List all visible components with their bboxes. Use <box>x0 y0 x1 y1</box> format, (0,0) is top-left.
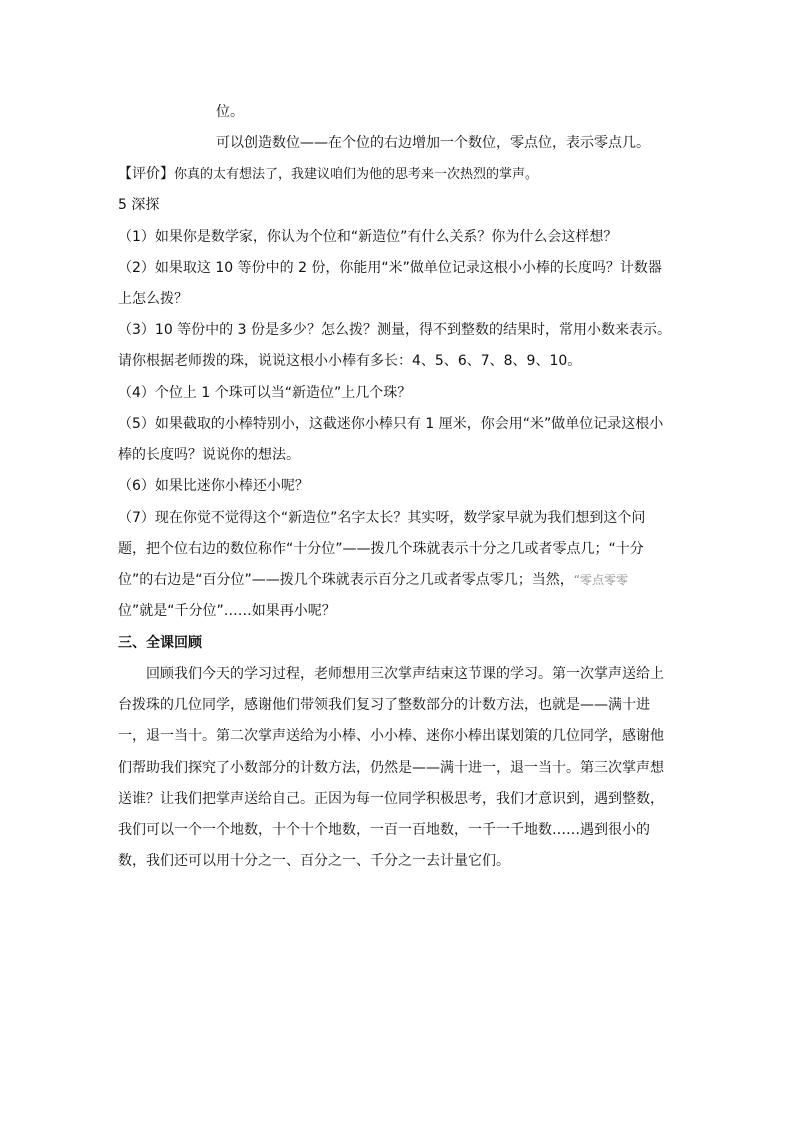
evaluation-tag: 【评价】 <box>118 166 174 182</box>
question-7-line-1: （7）现在你觉不觉得这个“新造位”名字太长？其实呀，数学家早就为我们想到这个问 <box>118 510 646 526</box>
question-5-line-2: 棒的长度吗？说说你的想法。 <box>118 447 300 463</box>
question-1: （1）如果你是数学家，你认为个位和“新造位”有什么关系？你为什么会这样想？ <box>118 229 618 245</box>
question-3-line-1: （3）10 等份中的 3 份是多少？怎么拨？测量，得不到整数的结果时，常用小数来表示。 <box>118 322 671 338</box>
review-paragraph-line-2: 台拨珠的几位同学，感谢他们带领我们复习了整数部分的计数方法，也就是——满十进 <box>118 697 650 713</box>
evaluation-text: 你真的太有想法了，我建议咱们为他的思考来一次热烈的掌声。 <box>174 167 539 182</box>
question-2-line-1: （2）如果取这 10 等份中的 2 份，你能用“米”做单位记录这根小小棒的长度吗？计数器 <box>118 260 662 276</box>
review-paragraph-line-4: 们帮助我们探究了小数部分的计数方法，仍然是——满十进一，退一当十。第三次掌声想 <box>118 760 664 776</box>
evaluation-line <box>118 164 538 184</box>
question-7-line-3 <box>118 570 628 590</box>
review-paragraph-line-7: 数，我们还可以用十分之一、百分之一、千分之一去计量它们。 <box>118 853 510 869</box>
text-line-2: 可以创造数位——在个位的右边增加一个数位，零点位，表示零点几。 <box>216 135 650 151</box>
section-heading-deep-explore: 5 深探 <box>118 197 160 213</box>
question-4: （4）个位上 1 个珠可以当“新造位”上几个珠？ <box>118 385 412 401</box>
review-paragraph-line-5: 送谁？让我们把掌声送给自己。正因为每一位同学积极思考，我们才意识到，遇到整数， <box>118 791 664 807</box>
review-paragraph-line-1: 回顾我们今天的学习过程，老师想用三次掌声结束这节课的学习。第一次掌声送给上 <box>146 666 664 682</box>
review-paragraph-line-6: 我们可以一个一个地数，十个十个地数，一百一百地数，一千一千地数……遇到很小的 <box>118 822 650 838</box>
question-2-line-2: 上怎么拨？ <box>118 291 188 307</box>
text-line-1: 位。 <box>216 104 244 120</box>
question-7-line-2: 题，把个位右边的数位称作“十分位”——拨几个珠就表示十分之几或者零点几；“十分 <box>118 541 644 557</box>
question-7-line-4: 位”就是“千分位”……如果再小呢？ <box>118 603 336 619</box>
question-3-line-2: 请你根据老师拨的珠，说说这根小小棒有多长：4、5、6、7、8、9、10。 <box>118 353 582 369</box>
question-7-line-3-gray-text: “零点零零 <box>573 573 628 587</box>
review-paragraph-line-3: 一，退一当十。第二次掌声送给为小棒、小小棒、迷你小棒出谋划策的几位同学，感谢他 <box>118 728 664 744</box>
question-5-line-1: （5）如果截取的小棒特别小，这截迷你小棒只有 1 厘米，你会用“米”做单位记录这根小 <box>118 416 664 432</box>
question-7-line-3-text: 位”的右边是“百分位”——拨几个珠就表示百分之几或者零点零几；当然， <box>118 572 574 588</box>
question-6: （6）如果比迷你小棒还小呢？ <box>118 478 309 494</box>
section-heading-review: 三、全课回顾 <box>118 635 202 651</box>
